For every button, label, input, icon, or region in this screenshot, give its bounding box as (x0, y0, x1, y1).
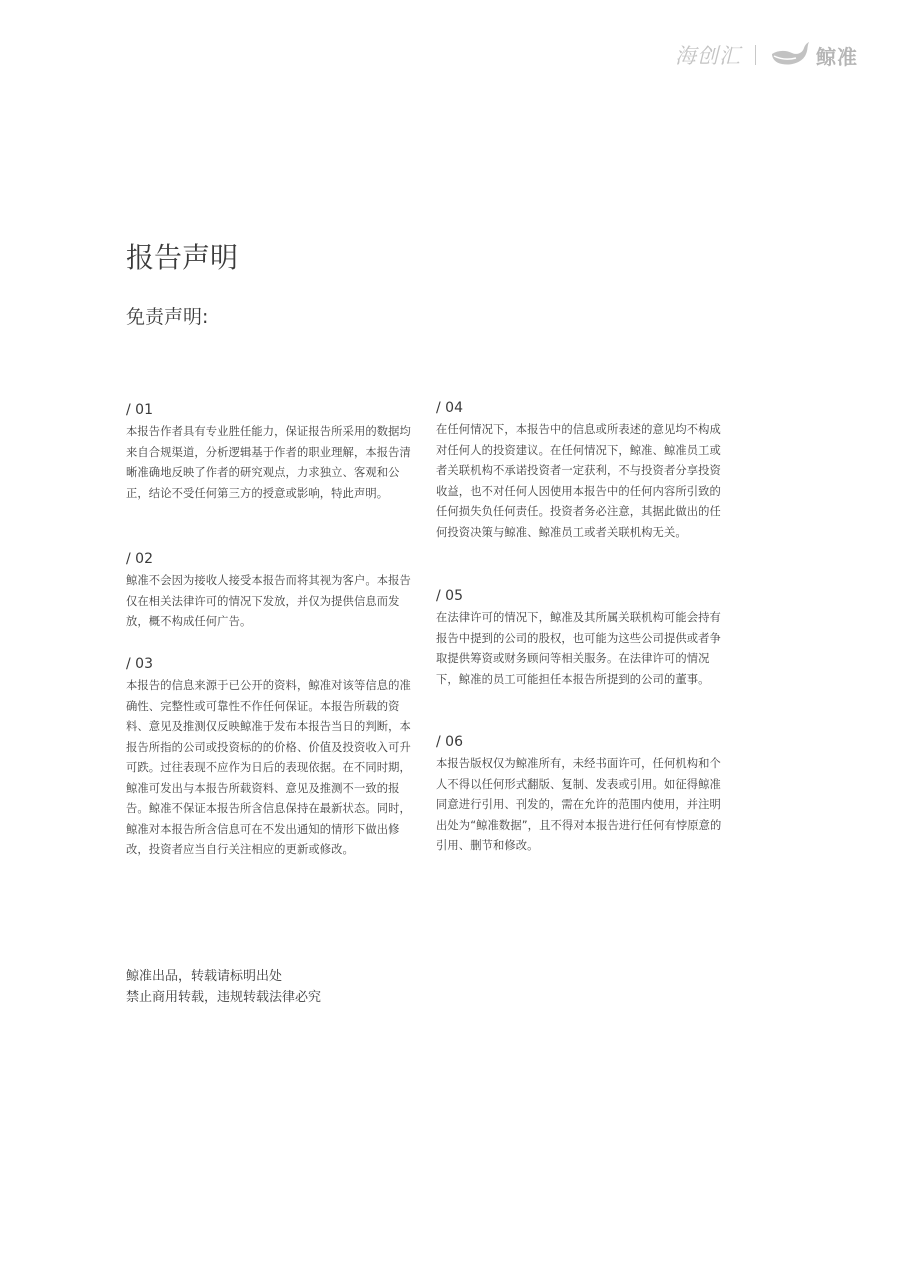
section-text: 本报告版权仅为鲸准所有，未经书面许可，任何机构和个人不得以任何形式翻版、复制、发表或引用。如征得鲸准同意进行引用、刊发的，需在允许的范围内使用，并注明出处为“鲸准数据”，且不得对本报告进行任何有悖原意的引用、删节和修改。 (436, 757, 722, 852)
section-number: / 03 (126, 656, 153, 672)
header-logos (675, 40, 858, 70)
section-text: 在法律许可的情况下，鲸准及其所属关联机构可能会持有报告中提到的公司的股权，也可能为这些公司提供或者争取提供筹资或财务顾问等相关服务。在法律许可的情况下，鲸准的员工可能担任本报告所提到的公司的董事。 (436, 611, 721, 686)
section-number: / 02 (126, 551, 153, 567)
logo-divider (755, 45, 756, 65)
section-text: 在任何情况下，本报告中的信息或所表述的意见均不构成对任何人的投资建议。在任何情况下，鲸准、鲸准员工或者关联机构不承诺投资者一定获利，不与投资者分享投资收益，也不对任何人因使用本报告中的任何内容所引致的任何损失负任何责任。投资者务必注意，其据此做出的任何投资决策与鲸准、鲸准员工或者关联机构无关。 (436, 423, 721, 539)
section-number: / 06 (436, 734, 463, 750)
section-text: 鲸准不会因为接收人接受本报告而将其视为客户。本报告仅在相关法律许可的情况下发放，并仅为提供信息而发放，概不构成任何广告。 (126, 574, 411, 628)
disclaimer-section-06 (436, 732, 728, 857)
section-number: / 01 (126, 402, 153, 418)
jingzhun-logo (770, 40, 858, 70)
whale-icon (770, 40, 810, 70)
disclaimer-section-03 (126, 654, 418, 861)
disclaimer-section-05 (436, 586, 728, 690)
section-number: / 04 (436, 400, 463, 416)
disclaimer-section-02 (126, 549, 418, 633)
page-subtitle: 免责声明: (126, 306, 209, 328)
disclaimer-section-01 (126, 400, 418, 504)
haichuanghui-logo: 海创汇 (675, 44, 741, 68)
section-text: 本报告作者具有专业胜任能力，保证报告所采用的数据均来自合规渠道，分析逻辑基于作者的职业理解，本报告清晰准确地反映了作者的研究观点，力求独立、客观和公正，结论不受任何第三方的授意或影响，特此声明。 (126, 425, 411, 500)
page-title: 报告声明 (126, 241, 239, 274)
footer-notice (126, 966, 321, 1008)
section-text: 本报告的信息来源于已公开的资料，鲸准对该等信息的准确性、完整性或可靠性不作任何保证。本报告所载的资料、意见及推测仅反映鲸准于发布本报告当日的判断，本报告所指的公司或投资标的的价格、价值及投资收入可升可跌。过往表现不应作为日后的表现依据。在不同时期，鲸准可发出与本报告所载资料、意见及推测不一致的报告。鲸准不保证本报告所含信息保持在最新状态。同时，鲸准对本报告所含信息可在不发出通知的情形下做出修改，投资者应当自行关注相应的更新或修改。 (126, 679, 411, 856)
jingzhun-logo-text: 鲸准 (816, 44, 858, 69)
footer-line-2: 禁止商用转载，违规转载法律必究 (126, 990, 322, 1005)
footer-line-1: 鲸准出品，转载请标明出处 (126, 969, 283, 984)
section-number: / 05 (436, 588, 463, 604)
disclaimer-section-04 (436, 398, 728, 543)
